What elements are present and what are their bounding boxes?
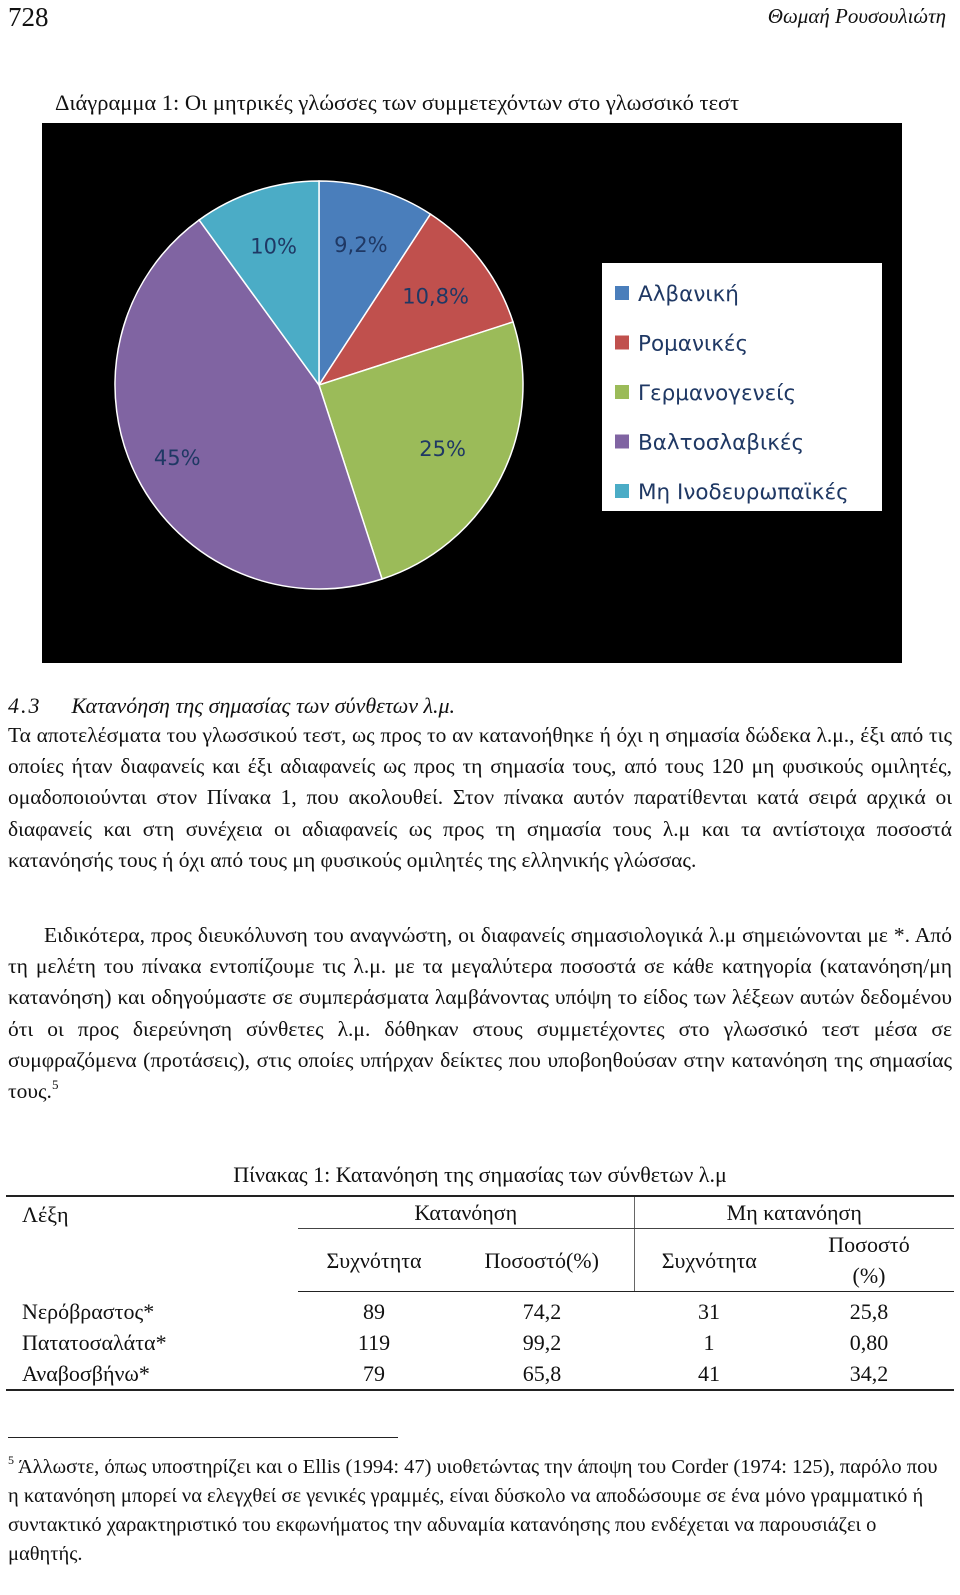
- legend-swatch: [615, 385, 629, 399]
- footnote: [8, 1453, 952, 1569]
- cell-percent-1: 65,8: [522, 1361, 562, 1386]
- pie-data-label: 9,2%: [334, 233, 388, 258]
- cell-word: Νερόβραστος*: [22, 1298, 155, 1324]
- page-number: 728: [8, 2, 49, 32]
- body-paragraph-2: [8, 920, 952, 1107]
- footnote-reference[interactable]: 5: [51, 1077, 59, 1093]
- header-percent-2: [784, 1229, 954, 1292]
- cell-word: Αναβοσβήνω*: [22, 1361, 150, 1386]
- footnote-text: Άλλωστε, όπως υποστηρίζει και ο Ellis (1994: 47) υιοθετώντας την άποψη του Corder (1974: 125), παρόλο που η κατανόηση μπορεί να ελεγχθεί σε γενικές γραμμές, είναι δύσκολο να αποδώσουμε σε ένα μόνο γραμματικό ή συντακτικό χαρακτηριστικό του εκφωνήματος την αδυναμία κατανόησης που ενδέχεται να παρουσιάζει ο μαθητής.: [8, 1456, 938, 1565]
- cell-frequency-1: 79: [363, 1361, 385, 1386]
- footnote-number: 5: [8, 1453, 14, 1467]
- pie-data-label: 45%: [153, 446, 201, 471]
- legend-label: Βαλτοσλαβικές: [638, 430, 805, 456]
- table-row: [6, 1292, 954, 1328]
- pie-chart-svg: [42, 123, 902, 663]
- body-paragraph-1: Τα αποτελέσματα του γλωσσικού τεστ, ως προς το αν κατανοήθηκε ή όχι η σημασία δώδεκα λ.μ., έξι από τις οποίες ήταν διαφανείς και έξι αδιαφανείς ως προς τη σημασία τους, από τους 120 μη φυσικούς ομιλητές, ομαδοποιούνται στον Πίνακα 1, που ακολουθεί. Στον πίνακα αυτόν παρατίθενται κατά σειρά αρχικά οι διαφανείς και στη συνέχεια οι αδιαφανείς ως προς τη σημασία τους λ.μ και τα αντίστοιχα ποσοστά κατανόησής τους ή όχι από τους μη φυσικούς ομιλητές της ελληνικής γλώσσας.: [8, 723, 952, 872]
- cell-percent-1: 74,2: [522, 1299, 562, 1324]
- table-header-row: [6, 1196, 954, 1229]
- header-percent-2-line2: (%): [852, 1263, 886, 1288]
- pie-data-label: 10%: [250, 234, 297, 259]
- header-word: Λέξη: [22, 1202, 69, 1227]
- header-no-comprehension: Μη κατανόηση: [634, 1196, 954, 1229]
- cell-frequency-2: 31: [698, 1299, 720, 1324]
- header-frequency-1: Συχνότητα: [298, 1229, 450, 1292]
- footnote-divider: [8, 1437, 398, 1438]
- header-percent-2-line1: Ποσοστό: [828, 1232, 910, 1257]
- section-title: Κατανόηση της σημασίας των σύνθετων λ.μ.: [71, 693, 456, 718]
- table-row: [6, 1358, 954, 1390]
- comprehension-table: [6, 1195, 954, 1391]
- chart-caption: Διάγραμμα 1: Οι μητρικές γλώσσες των συμμετεχόντων στο γλωσσικό τεστ: [55, 90, 740, 115]
- legend-label: Ρομανικές: [638, 331, 749, 357]
- cell-frequency-1: 119: [357, 1330, 391, 1355]
- pie-chart: [42, 123, 902, 663]
- legend-swatch: [615, 336, 629, 350]
- cell-percent-2: 34,2: [849, 1361, 889, 1386]
- cell-frequency-2: 41: [698, 1361, 720, 1386]
- legend-swatch: [615, 484, 629, 498]
- cell-word: Πατατοσαλάτα*: [22, 1330, 167, 1355]
- header-percent-1: Ποσοστό(%): [450, 1229, 634, 1292]
- cell-frequency-2: 1: [703, 1330, 715, 1355]
- pie-data-label: 10,8%: [402, 284, 469, 309]
- legend-label: Γερμανογενείς: [638, 381, 797, 406]
- section-number: 4.3: [8, 693, 42, 718]
- body-paragraph-2-text: Ειδικότερα, προς διευκόλυνση του αναγνώστη, οι διαφανείς σημασιολογικά λ.μ σημειώνονται με *. Από τη μελέτη του πίνακα εντοπίζουμε τις λ.μ. με τα μεγαλύτερα ποσοστά σε κάθε κατηγορία (κατανόηση/μη κατανόηση) και οδηγούμαστε σε συμπεράσματα λαμβάνοντας υπόψη το είδος των λέξεων αυτών δεδομένου ότι οι προς διερεύνηση σύνθετες λ.μ. δόθηκαν στους συμμετέχοντες στο γλωσσικό τεστ μέσα σε συμφραζόμενα (προτάσεις), στις οποίες υπήρχαν δείκτες που υποβοηθούσαν στην κατανόηση της σημασίας τους.: [8, 923, 952, 1104]
- header-frequency-2: Συχνότητα: [634, 1229, 784, 1292]
- legend-label: Μη Ινοδευρωπαϊκές: [638, 480, 849, 505]
- table-row: [6, 1327, 954, 1358]
- legend-swatch: [615, 286, 629, 300]
- header-comprehension: Κατανόηση: [298, 1196, 634, 1229]
- cell-frequency-1: 89: [363, 1299, 385, 1324]
- running-head-author: Θωμαή Ρουσουλιώτη: [767, 4, 946, 28]
- pie-data-label: 25%: [419, 436, 466, 461]
- legend-label: Αλβανική: [638, 282, 739, 307]
- cell-percent-2: 0,80: [849, 1330, 889, 1355]
- cell-percent-2: 25,8: [849, 1299, 889, 1324]
- section-heading: [8, 693, 455, 719]
- table-caption: Πίνακας 1: Κατανόηση της σημασίας των σύνθετων λ.μ: [233, 1162, 727, 1187]
- legend-swatch: [615, 435, 629, 449]
- cell-percent-1: 99,2: [522, 1330, 562, 1355]
